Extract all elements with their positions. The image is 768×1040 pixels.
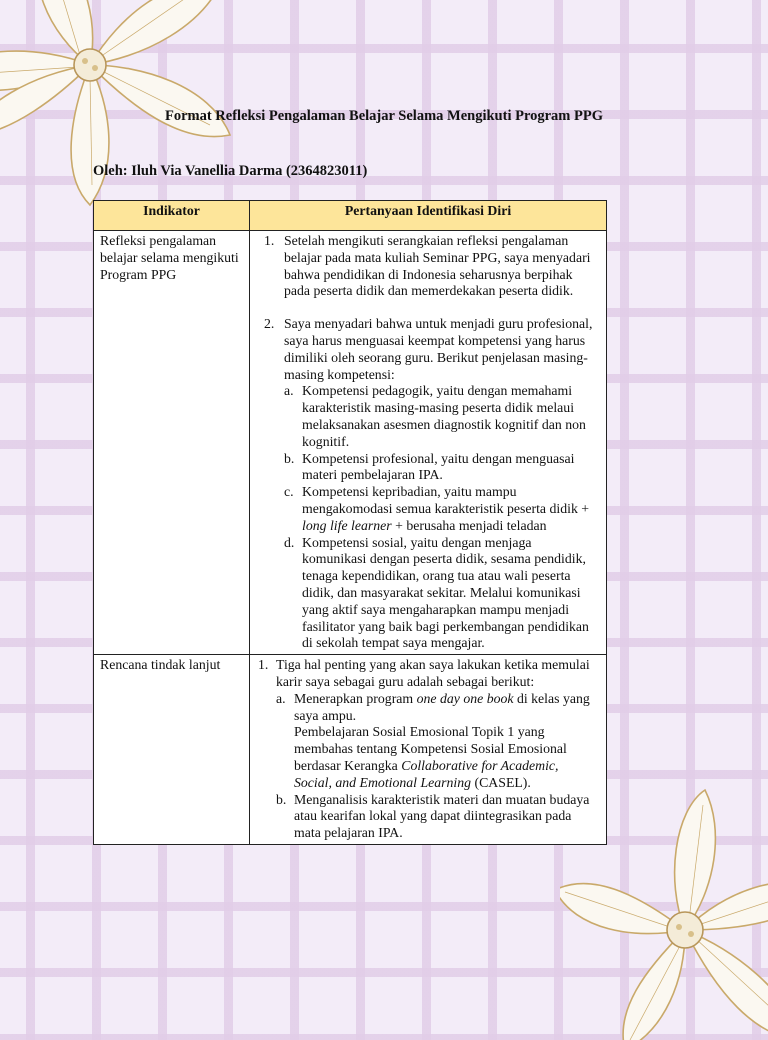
document-title: Format Refleksi Pengalaman Belajar Selama Mengikuti Program PPG bbox=[164, 108, 604, 124]
list-text: Setelah mengikuti serangkaian refleksi pengalaman belajar pada mata kuliah Seminar PPG, saya menyadari bahwa pendidikan di Indonesia seharusnya berpihak pada peserta didik dan memerdekakan peserta didik. bbox=[284, 233, 591, 299]
list-item bbox=[264, 233, 596, 300]
sub-text-emphasis: long life learner bbox=[302, 517, 392, 533]
sub-list-item bbox=[284, 535, 596, 653]
list-text bbox=[276, 657, 596, 842]
indikator-text: Refleksi pengalaman belajar selama mengikuti Program PPG bbox=[100, 233, 239, 282]
header-pertanyaan: Pertanyaan Identifikasi Diri bbox=[250, 201, 607, 231]
list-number: 2. bbox=[264, 316, 275, 332]
list-number: 1. bbox=[258, 657, 269, 673]
sub-text-emphasis: Collaborative for Academic, Social, and Emotional Learning bbox=[294, 757, 559, 790]
sub-text-emphasis: one day one book bbox=[416, 690, 514, 706]
sub-list-item bbox=[284, 451, 596, 485]
sub-letter: c. bbox=[284, 484, 294, 500]
list-text-intro: Tiga hal penting yang akan saya lakukan ketika memulai karir saya sebagai guru adalah sebagai berikut: bbox=[276, 657, 590, 689]
table-row bbox=[94, 231, 607, 655]
sub-text bbox=[302, 484, 596, 534]
sub-list-item bbox=[284, 484, 596, 534]
sub-text: Kompetensi sosial, yaitu dengan menjaga komunikasi dengan peserta didik, sesama pendidik, tenaga kependidikan, orang tua atau wali peserta didik, dan masyarakat sekitar. Melalui komunikasi yang aktif saya mengaharapkan mampu menjadi fasilitator yang baik bagi perkembangan pendidikan di sekolah tempat saya mengajar. bbox=[302, 534, 589, 651]
answer-cell bbox=[250, 231, 607, 655]
sub-letter: b. bbox=[276, 791, 287, 807]
sub-text: Menganalisis karakteristik materi dan muatan budaya atau kearifan lokal yang dapat diintegrasikan pada mata pelajaran IPA. bbox=[294, 791, 590, 841]
sub-letter: b. bbox=[284, 450, 295, 466]
list-number: 1. bbox=[264, 233, 275, 248]
sub-text-part: Menerapkan program bbox=[294, 690, 417, 706]
list-text-intro: Saya menyadari bahwa untuk menjadi guru profesional, saya harus menguasai keempat kompetensi yang harus dimiliki oleh seorang guru. Berikut penjelasan masing-masing kompetensi: bbox=[284, 316, 593, 382]
sub-letter: a. bbox=[276, 690, 286, 706]
indikator-cell bbox=[94, 655, 250, 845]
header-indikator: Indikator bbox=[94, 201, 250, 231]
table-header-row bbox=[94, 201, 607, 231]
sub-text-part: di kelas yang saya ampu. bbox=[294, 690, 590, 723]
sub-list bbox=[284, 383, 596, 652]
sub-text-part: Pembelajaran Sosial Emosional Topik 1 yang membahas tentang Kompetensi Sosial Emosional berdasar Kerangka bbox=[294, 724, 567, 773]
list-item bbox=[264, 316, 596, 652]
sub-list-item bbox=[276, 691, 596, 792]
sub-text-part: (CASEL). bbox=[471, 774, 531, 790]
list-text bbox=[284, 316, 596, 652]
sub-list-item bbox=[284, 383, 596, 450]
sub-letter: d. bbox=[284, 534, 295, 550]
sub-text: Kompetensi pedagogik, yaitu dengan memahami karakteristik masing-masing peserta didik melaui melaksanakan asesmen diagnostik kognitif dan non kognitif. bbox=[302, 383, 586, 449]
sub-text bbox=[294, 691, 596, 792]
sub-letter: a. bbox=[284, 383, 294, 399]
answer-cell bbox=[250, 655, 607, 845]
list-item bbox=[258, 657, 596, 842]
sub-text-part: + berusaha menjadi teladan bbox=[391, 517, 547, 533]
sub-text-part: Kompetensi kepribadian, yaitu mampu mengakomodasi semua karakteristik peserta didik + bbox=[302, 484, 590, 516]
table-row bbox=[94, 655, 607, 845]
sub-text: Kompetensi profesional, yaitu dengan menguasai materi pembelajaran IPA. bbox=[302, 450, 575, 483]
indikator-text: Rencana tindak lanjut bbox=[100, 657, 221, 673]
document-author: Oleh: Iluh Via Vanellia Darma (2364823011) bbox=[93, 163, 368, 179]
reflection-table bbox=[93, 200, 607, 845]
indikator-cell bbox=[94, 231, 250, 655]
sub-list-item bbox=[276, 792, 596, 842]
